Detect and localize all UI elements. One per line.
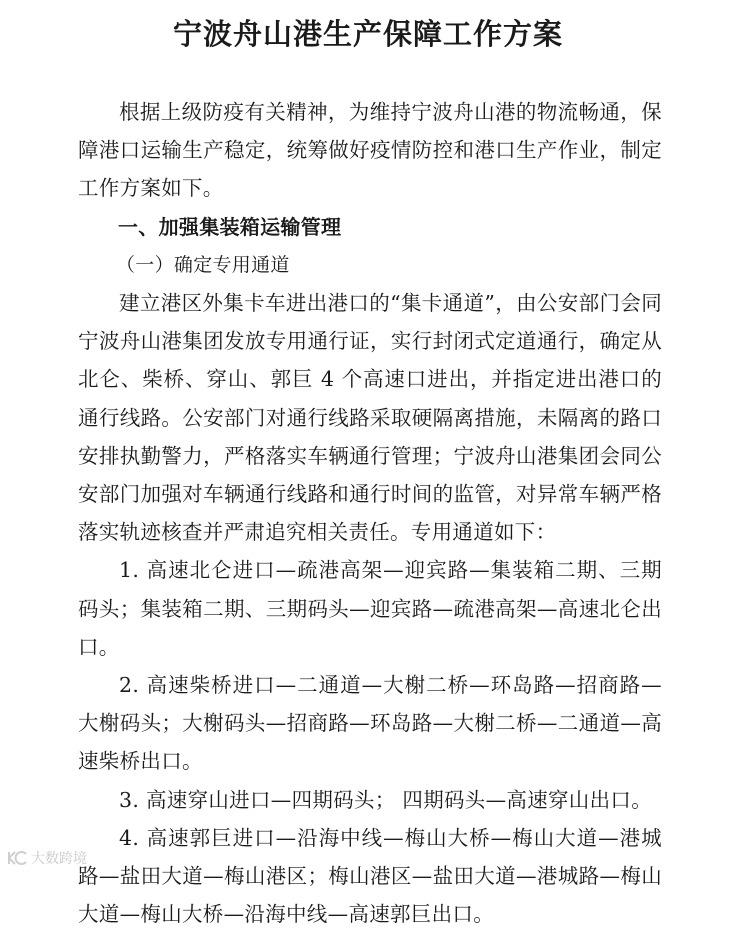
intro-paragraph: 根据上级防疫有关精神，为维持宁波舟山港的物流畅通，保障港口运输生产稳定，统筹做好疫情防控和港口生产作业，制定工作方案如下。 (78, 100, 662, 201)
route-item-4: 4. 高速郭巨进口—沿海中线—梅山大桥—梅山大道—港城路—盐田大道—梅山港区；梅山港区—盐田大道—港城路—梅山大道—梅山大桥—沿海中线—高速郭巨出口。 (78, 825, 662, 927)
route-item-2: 2. 高速柴桥进口—二通道—大榭二桥—环岛路—招商路—大榭码头；大榭码头—招商路—环岛路—大榭二桥—二通道—高速柴桥出口。 (78, 673, 662, 774)
kc-logo-icon (6, 850, 28, 866)
route-item-1: 1. 高速北仑进口—疏港高架—迎宾路—集装箱二期、三期码头；集装箱二期、三期码头—迎宾路—疏港高架—高速北仑出口。 (78, 558, 662, 659)
document-body (78, 93, 662, 933)
subsection-heading: （一）确定专用通道 (116, 253, 290, 276)
document-title: 宁波舟山港生产保障工作方案 (172, 17, 563, 51)
section-heading: 一、加强集装箱运输管理 (118, 214, 342, 239)
watermark-text: 大数跨境 (31, 851, 87, 867)
route-item-3: 3. 高速穿山进口—四期码头； 四期码头—高速穿山出口。 (119, 787, 652, 812)
watermark (6, 848, 87, 868)
body-paragraph: 建立港区外集卡车进出港口的“集卡通道”，由公安部门会同宁波舟山港集团发放专用通行证，实行封闭式定道通行，确定从北仑、柴桥、穿山、郭巨 4 个高速口进出，并指定进出港口的通行线路。公安部门对通行线路采取硬隔离措施，未隔离的路口安排执勤警力，严格落实车辆通行管理；宁波舟山港集团会同公安部门加强对车辆通行线路和通行时间的监管，对异常车辆严格落实轨迹核查并严肃追究相关责任。专用通道如下： (78, 291, 662, 545)
